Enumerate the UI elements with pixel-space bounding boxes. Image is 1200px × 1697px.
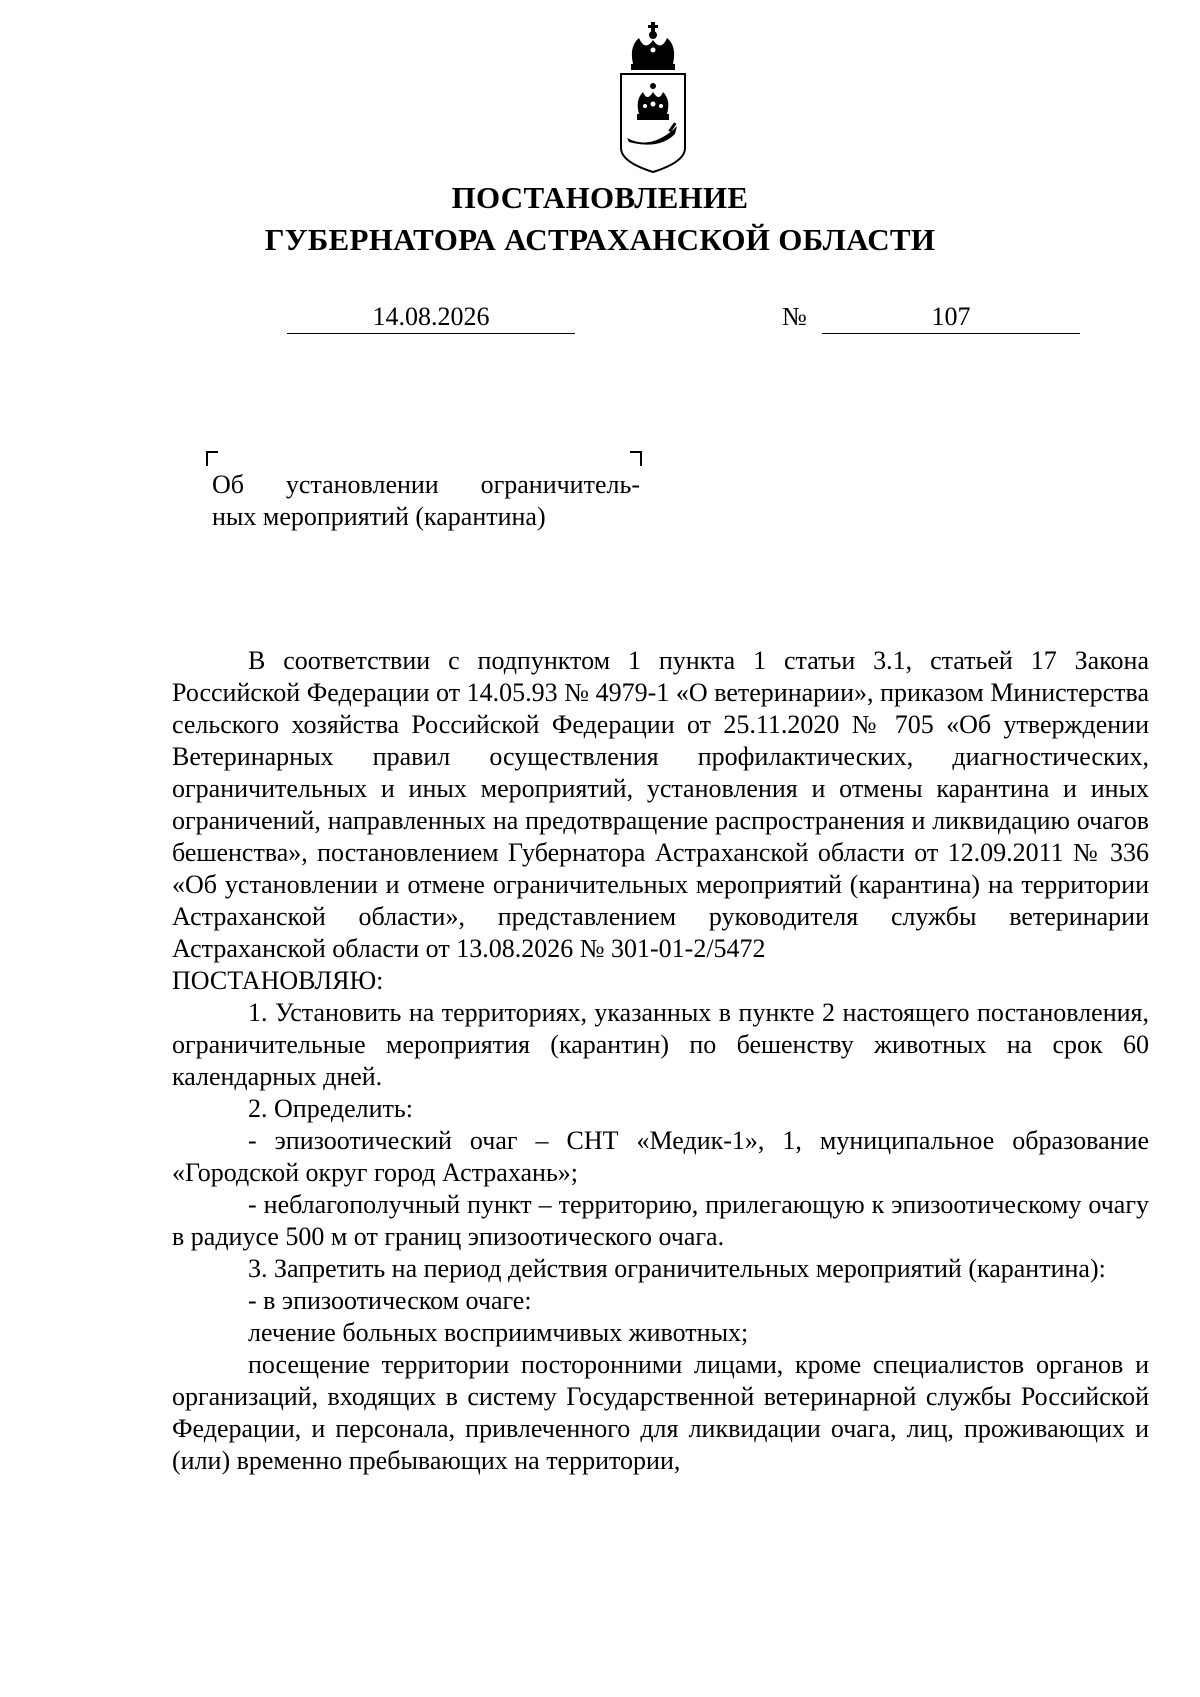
document-issuer: ГУБЕРНАТОРА АСТРАХАНСКОЙ ОБЛАСТИ (264, 222, 936, 257)
item-3-visit-paragraph: посещение территории посторонними лицами, кроме специалистов органов и организаций, входящих в систему Государственной ветеринарной службы Российской Федерации, и персонала, привлеченного для ликвидации очага, лиц, проживающих и (или) временно пребывающих на территории, (172, 1350, 1149, 1475)
item-3-focus-heading: - в эпизоотическом очаге: (248, 1286, 532, 1315)
item-2-paragraph: 2. Определить: (248, 1094, 413, 1123)
document-date: 14.08.2026 (287, 301, 575, 334)
subject-word: Об (212, 470, 245, 499)
subject-line-2: ных мероприятий (карантина) (212, 502, 546, 531)
coat-of-arms-emblem (615, 22, 691, 174)
subject-corner-right (630, 451, 642, 466)
item-3-treatment-paragraph: лечение больных восприимчивых животных; (248, 1318, 749, 1347)
preamble-paragraph: В соответствии с подпунктом 1 пункта 1 статьи 3.1, статьей 17 Закона Российской Федерации от 14.05.93 № 4979-1 «О ветеринарии», приказом Министерства сельского хозяйства Российской Федерации от 25.11.2020 № 705 «Об утверждении Ветеринарных правил осуществления профилактических, диагностических, ограничительных и иных мероприятий, установления и отмены карантина и иных ограничений, направленных на предотвращение распространения и ликвидацию очагов бешенства», постановлением Губернатора Астраханской области от 12.09.2011 № 336 «Об установлении и отмене ограничительных мероприятий (карантина) на территории Астраханской области», представлением руководителя службы ветеринарии Астраханской области от 13.08.2026 № 301-01-2/5472 (172, 646, 1149, 963)
subject-word: установлении (285, 470, 439, 499)
number-sign: № (782, 302, 807, 331)
item-2-focus-paragraph: - эпизоотический очаг – СНТ «Медик-1», 1, муниципальное образование «Городской округ город Астрахань»; (172, 1126, 1149, 1187)
document-number: 107 (822, 301, 1080, 334)
document-title: ПОСТАНОВЛЕНИЕ (451, 180, 749, 215)
subject-word: ограничитель- (480, 470, 640, 499)
subject-corner-left (206, 451, 218, 466)
item-1-paragraph: 1. Установить на территориях, указанных в пункте 2 настоящего постановления, ограничительные мероприятия (карантин) по бешенству животных на срок 60 календарных дней. (172, 998, 1149, 1091)
item-2-area-paragraph: - неблагополучный пункт – территорию, прилегающую к эпизоотическому очагу в радиусе 500 м от границ эпизоотического очага. (172, 1190, 1149, 1251)
subject-line-1 (212, 469, 640, 501)
document-subject (212, 469, 640, 533)
decree-word: ПОСТАНОВЛЯЮ: (172, 966, 384, 995)
document-body (172, 645, 1149, 1477)
item-3-paragraph: 3. Запретить на период действия ограничительных мероприятий (карантина): (248, 1254, 1106, 1283)
